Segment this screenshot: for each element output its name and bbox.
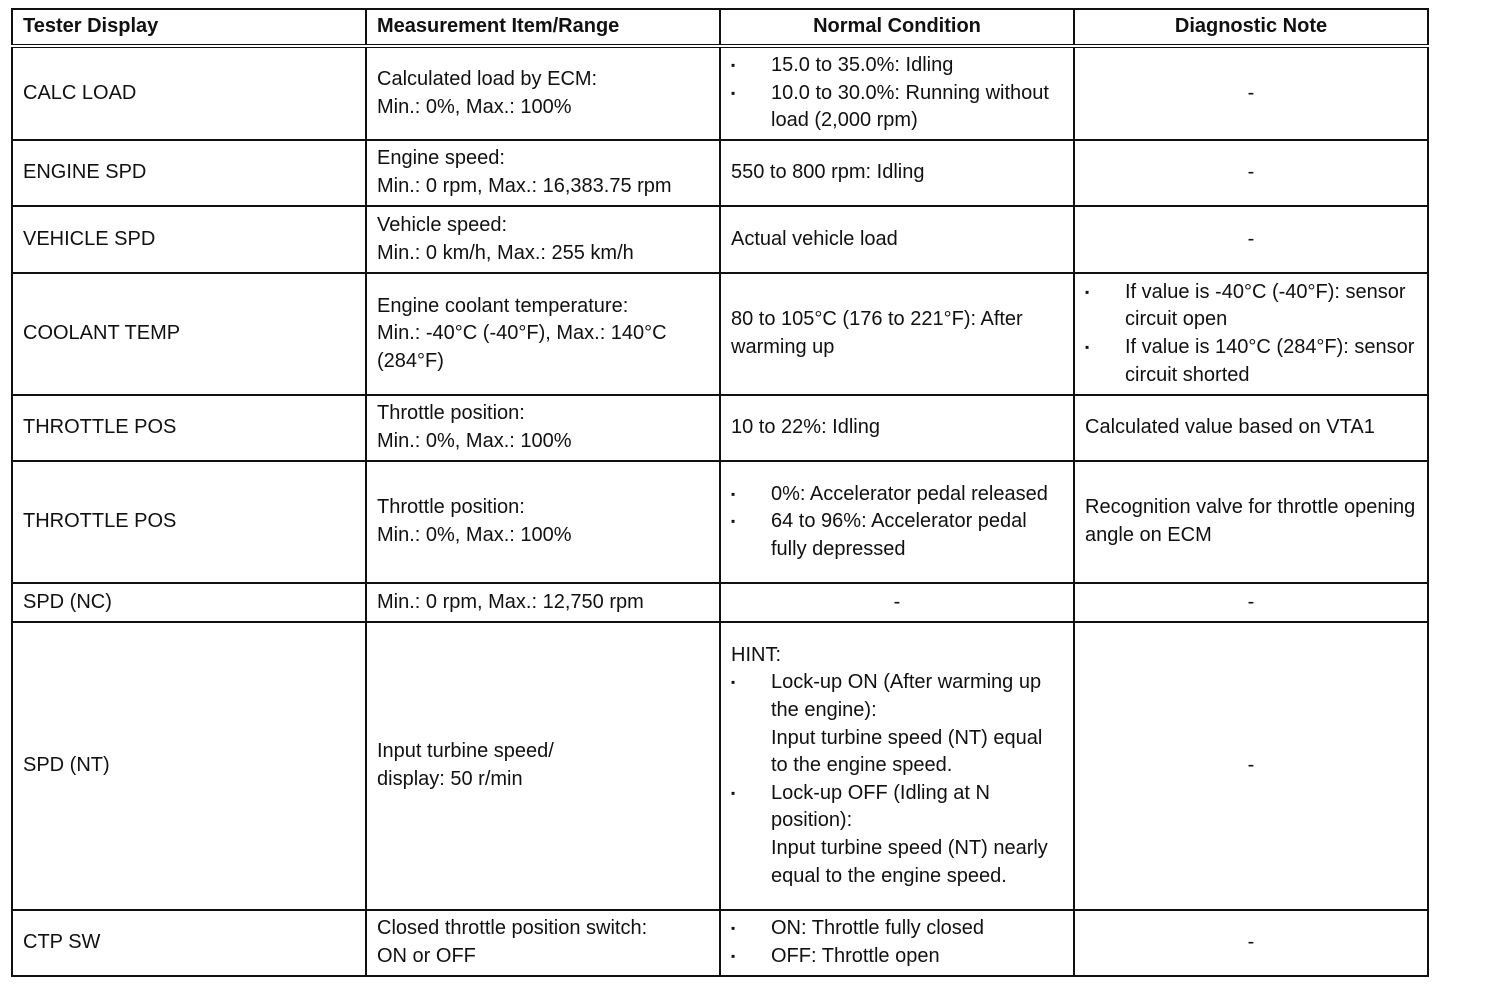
- bullet-item: [731, 669, 1063, 779]
- diagnostic-note-cell: [1074, 273, 1428, 395]
- measurement-line: Min.: 0%, Max.: 100%: [377, 95, 572, 118]
- measurement-line: Min.: 0 rpm, Max.: 16,383.75 rpm: [377, 175, 672, 197]
- measurement-cell: [366, 910, 720, 976]
- bullet-item: ▪ If value is 140°C (284°F): sensor circuit shorted: [1085, 334, 1417, 389]
- tester-display-cell: SPD (NC): [12, 583, 366, 622]
- diagnostic-note-cell: -: [1074, 46, 1428, 140]
- measurement-line: Min.: 0 km/h, Max.: 255 km/h: [377, 241, 634, 264]
- bullet-item: ▪ 64 to 96%: Accelerator pedal fully depressed: [731, 508, 1063, 563]
- measurement-cell: [366, 46, 720, 140]
- table-row: [12, 140, 1428, 206]
- diagnostic-note-cell: -: [1074, 622, 1428, 910]
- tester-display-cell: SPD (NT): [12, 622, 366, 910]
- normal-condition-cell: [720, 461, 1074, 583]
- measurement-line: ON or OFF: [377, 945, 476, 967]
- measurement-cell: [366, 140, 720, 206]
- bullet-item: [731, 780, 1063, 890]
- bullet-text: Lock-up ON (After warming up the engine):: [771, 671, 1042, 722]
- measurement-line: Throttle position:: [377, 496, 525, 519]
- bullet-item: ▪ 10.0 to 30.0%: Running without load (2,000 rpm): [731, 80, 1063, 135]
- table-row: [12, 910, 1428, 976]
- normal-condition-cell: 550 to 800 rpm: Idling: [720, 140, 1074, 206]
- tester-display-cell: VEHICLE SPD: [12, 206, 366, 273]
- diagnostic-note-cell: -: [1074, 140, 1428, 206]
- tester-display-cell: THROTTLE POS: [12, 395, 366, 461]
- bullet-item: ▪ OFF: Throttle open: [731, 943, 1063, 971]
- header-diagnostic-note: Diagnostic Note: [1074, 9, 1428, 46]
- diagnostic-note-cell: -: [1074, 206, 1428, 273]
- data-list-table: [11, 8, 1429, 977]
- table-header-row: [12, 9, 1428, 46]
- tester-display-cell: COOLANT TEMP: [12, 273, 366, 395]
- bullet-item: ▪ ON: Throttle fully closed: [731, 915, 1063, 943]
- bullet-item: ▪ 15.0 to 35.0%: Idling: [731, 52, 1063, 80]
- bullet-item: ▪ 0%: Accelerator pedal released: [731, 481, 1063, 509]
- normal-condition-cell: Actual vehicle load: [720, 206, 1074, 273]
- table-row: [12, 622, 1428, 910]
- normal-condition-cell: -: [720, 583, 1074, 622]
- bullet-text: Lock-up OFF (Idling at N position):: [771, 781, 990, 832]
- tester-display-cell: CALC LOAD: [12, 46, 366, 140]
- table-row: [12, 395, 1428, 461]
- measurement-line: Min.: 0%, Max.: 100%: [377, 524, 572, 546]
- diagnostic-note-cell: -: [1074, 910, 1428, 976]
- bullet-subtext: Input turbine speed (NT) nearly equal to the engine speed.: [771, 836, 1048, 887]
- table-row: [12, 46, 1428, 140]
- measurement-cell: [366, 273, 720, 395]
- tester-display-cell: CTP SW: [12, 910, 366, 976]
- measurement-cell: [366, 395, 720, 461]
- measurement-line: Min.: -40°C (-40°F), Max.: 140°C (284°F): [377, 322, 667, 372]
- normal-condition-cell: [720, 910, 1074, 976]
- measurement-line: Input turbine speed/: [377, 740, 554, 763]
- measurement-line: Throttle position:: [377, 402, 525, 425]
- normal-condition-cell: 80 to 105°C (176 to 221°F): After warming up: [720, 273, 1074, 395]
- measurement-line: Min.: 0%, Max.: 100%: [377, 430, 572, 452]
- normal-condition-cell: [720, 622, 1074, 910]
- measurement-line: Engine speed:: [377, 147, 505, 170]
- table-row: [12, 461, 1428, 583]
- header-measurement: Measurement Item/Range: [366, 9, 720, 46]
- tester-display-cell: THROTTLE POS: [12, 461, 366, 583]
- measurement-cell: [366, 583, 720, 622]
- diagnostic-note-cell: Calculated value based on VTA1: [1074, 395, 1428, 461]
- measurement-cell: [366, 206, 720, 273]
- header-normal-condition: Normal Condition: [720, 9, 1074, 46]
- table-row: [12, 583, 1428, 622]
- header-tester-display: Tester Display: [12, 9, 366, 46]
- measurement-line: Closed throttle position switch:: [377, 917, 648, 940]
- measurement-line: Calculated load by ECM:: [377, 67, 598, 90]
- measurement-line: Engine coolant temperature:: [377, 294, 629, 317]
- measurement-line: display: 50 r/min: [377, 768, 523, 790]
- bullet-item: ▪ If value is -40°C (-40°F): sensor circuit open: [1085, 279, 1417, 334]
- normal-condition-cell: 10 to 22%: Idling: [720, 395, 1074, 461]
- diagnostic-note-cell: Recognition valve for throttle opening angle on ECM: [1074, 461, 1428, 583]
- measurement-cell: [366, 622, 720, 910]
- tester-display-cell: ENGINE SPD: [12, 140, 366, 206]
- measurement-cell: [366, 461, 720, 583]
- bullet-subtext: Input turbine speed (NT) equal to the engine speed.: [771, 726, 1043, 777]
- hint-label: HINT:: [731, 643, 781, 666]
- diagnostic-note-cell: -: [1074, 583, 1428, 622]
- measurement-line: Min.: 0 rpm, Max.: 12,750 rpm: [377, 590, 644, 613]
- normal-condition-cell: [720, 46, 1074, 140]
- table-row: [12, 206, 1428, 273]
- table-row: [12, 273, 1428, 395]
- measurement-line: Vehicle speed:: [377, 213, 508, 236]
